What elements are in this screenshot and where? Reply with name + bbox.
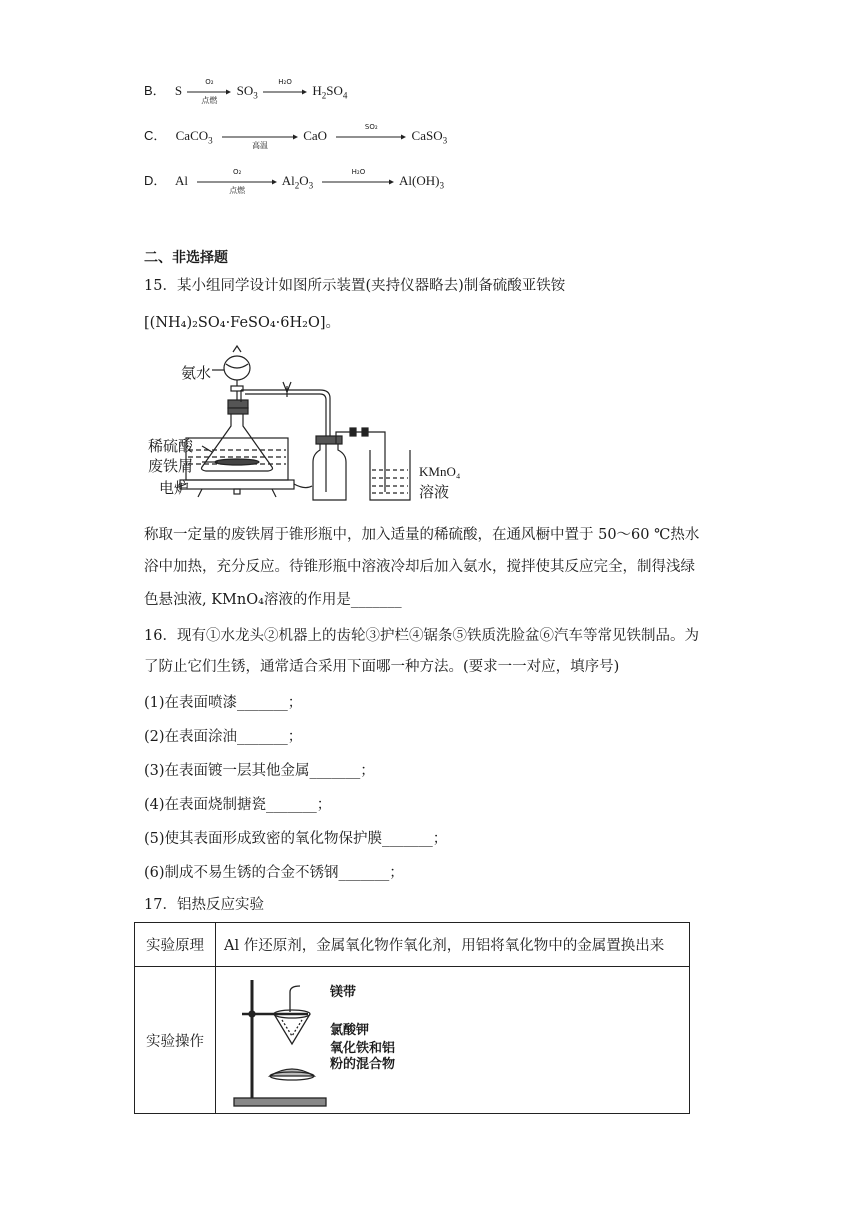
q16-item-4: (4)在表面烧制搪瓷_______； xyxy=(144,797,332,813)
thermite-experiment-table xyxy=(134,922,690,1114)
option-letter: D． xyxy=(144,173,167,188)
label-magnesium-ribbon: 镁带 xyxy=(330,985,357,1000)
table-row xyxy=(135,923,690,967)
q16-item-1: (1)在表面喷漆_______； xyxy=(144,695,303,711)
arrow-condition: 点燃 xyxy=(229,186,246,196)
species: $Al_2O_3$ xyxy=(281,173,314,191)
option-c xyxy=(144,123,448,151)
species: $SO_3$ xyxy=(236,83,258,101)
label-mixture-line1: 氧化铁和铝 xyxy=(330,1041,396,1056)
option-letter: C． xyxy=(144,128,167,143)
label-ammonia-water: 氨水 xyxy=(181,364,212,382)
arrow-condition: H₂O xyxy=(278,78,292,87)
label-solution: 溶液 xyxy=(419,483,450,501)
thermite-apparatus-figure xyxy=(224,972,334,1108)
reaction-arrow xyxy=(336,123,406,140)
label-electric-stove: 电炉 xyxy=(159,479,190,497)
q15-paragraph-line3: 色悬浊液, KMnO₄溶液的作用是_______ xyxy=(144,592,402,608)
species: CaSO$_3$ xyxy=(411,128,448,146)
row-header-principle: 实验原理 xyxy=(135,923,216,967)
label-dilute-sulfuric-acid: 稀硫酸 xyxy=(148,437,194,455)
arrow-condition: O₂ xyxy=(233,168,242,177)
species: CaO xyxy=(303,128,328,143)
label-kmno4: KMnO₄ xyxy=(419,464,461,479)
q17-title: 17．铝热反应实验 xyxy=(144,897,264,913)
q16-item-3: (3)在表面镀一层其他金属_______； xyxy=(144,763,375,779)
reaction-arrow xyxy=(263,78,307,95)
operation-figure-cell xyxy=(216,967,690,1114)
reaction-arrow xyxy=(197,168,277,196)
arrow-condition: 点燃 xyxy=(201,96,218,106)
arrow-condition: O₂ xyxy=(205,78,214,87)
section-heading: 二、非选择题 xyxy=(144,250,228,266)
q16-item-6: (6)制成不易生锈的合金不锈钢_______； xyxy=(144,865,404,881)
principle-text: Al 作还原剂，金属氧化物作氧化剂，用铝将氧化物中的金属置换出来 xyxy=(216,923,690,967)
table-row xyxy=(135,967,690,1114)
option-d xyxy=(144,168,444,196)
option-b xyxy=(144,78,348,106)
q15-paragraph-line1: 称取一定量的废铁屑于锥形瓶中，加入适量的稀硫酸，在通风橱中置于 50～60 ℃热水 xyxy=(144,527,700,543)
species: Al xyxy=(174,173,188,188)
q15-stem-line1: 15．某小组同学设计如图所示装置(夹持仪器略去)制备硫酸亚铁铵 xyxy=(144,278,566,294)
q16-stem-line2: 了防止它们生锈，通常适合采用下面哪一种方法。(要求一一对应，填序号) xyxy=(144,659,620,675)
label-scrap-iron: 废铁屑 xyxy=(148,457,194,475)
reaction-arrow xyxy=(322,168,394,185)
q16-item-5: (5)使其表面形成致密的氧化物保护膜_______； xyxy=(144,831,448,847)
species: $Al(OH)_3$ xyxy=(399,173,444,191)
row-header-operation: 实验操作 xyxy=(135,967,216,1114)
arrow-condition: 高温 xyxy=(251,141,268,151)
option-letter: B． xyxy=(144,83,166,98)
q15-paragraph-line2: 浴中加热，充分反应。待锥形瓶中溶液冷却后加入氨水，搅拌使其反应完全，制得浅绿 xyxy=(144,559,695,575)
arrow-condition: H₂O xyxy=(351,168,366,177)
arrow-condition: SO₂ xyxy=(364,123,378,132)
q15-stem-line2: [(NH₄)₂SO₄·FeSO₄·6H₂O]。 xyxy=(144,315,340,331)
reaction-arrow xyxy=(187,78,231,106)
label-potassium-chlorate: 氯酸钾 xyxy=(330,1023,370,1038)
species: $H_2SO_4$ xyxy=(312,83,348,101)
q16-stem-line1: 16．现有①水龙头②机器上的齿轮③护栏④锯条⑤铁质洗脸盆⑥汽车等常见铁制品。为 xyxy=(144,628,699,644)
reaction-arrow xyxy=(222,134,298,151)
species: S xyxy=(174,83,183,98)
q16-item-2: (2)在表面涂油_______； xyxy=(144,729,303,745)
species: CaCO$_3$ xyxy=(175,128,213,146)
label-mixture-line2: 粉的混合物 xyxy=(330,1057,396,1072)
